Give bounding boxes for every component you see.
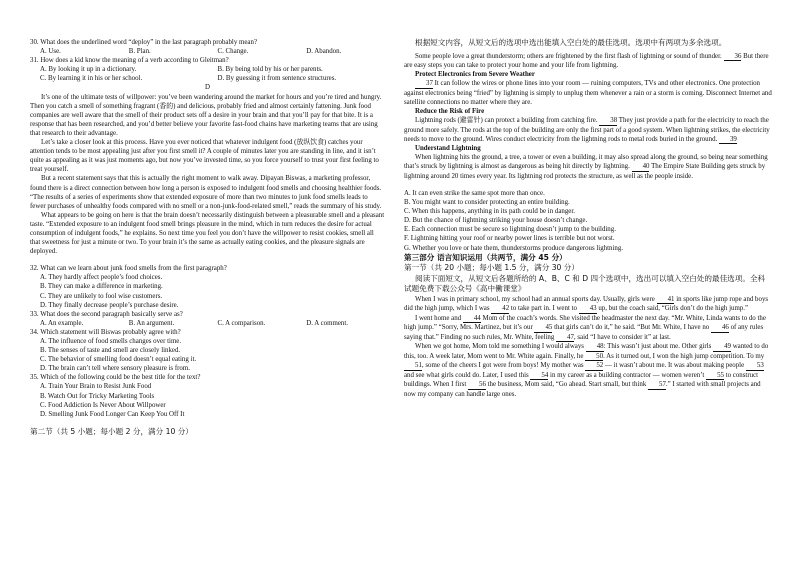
choice-g[interactable]: G. Whether you love or hate them, thunderstorms produce dangerous lightning. bbox=[404, 244, 623, 252]
heading-understand-lightning: Understand Lightning bbox=[415, 145, 481, 153]
cloze-instruction: 阅读下面短文，从短文后各题所给的 A、B、C 和 D 四个选项中，选出可以填入空白处的最佳选项。全科试题免费下载公众号《高中働课堂》 bbox=[404, 273, 766, 294]
question-30-option-a[interactable]: A. Use. bbox=[40, 48, 61, 56]
question-31-option-c[interactable]: C. By learning it in his or her school. bbox=[40, 75, 143, 83]
question-31-options-row2 bbox=[30, 74, 385, 83]
question-34-option-c[interactable]: C. The behavior of smelling food doesn’t equal eating it. bbox=[40, 356, 197, 364]
cloze-paragraph-1: When I was in primary school, my school had an annual sports day. Usually, girls were 41 in sports like jump rope and boys did the high jump, which I was 42 to take part in. I went to 43 up, but the coach said, “Girls don’t do the high jump.” bbox=[404, 295, 769, 313]
blank-41[interactable]: 41 bbox=[657, 296, 675, 305]
blank-53[interactable]: 53 bbox=[746, 362, 764, 371]
paragraph-lightning: When lightning hits the ground, a tree, a tower or even a building, it may also spread along the ground, so being near something that’s struck by lightning is almost as dangerous as being hit directly by lightning. 40 The Empire State Building gets struck by lightning around 20 times every year. Its lightning rod protects the structure, as well as the people inside. bbox=[404, 154, 768, 180]
blank-37[interactable]: 37 bbox=[415, 80, 433, 89]
paragraph-fire: Lightning rods (避雷针) can protect a building from catching fire. 38 They just provide a path for the electricity to reach the ground more safely. The rods at the top of the building are only the first part of a good system. When lightning strikes, the electricity needs to move to the ground. Wires conduct electricity from the lightning rods to metal rods buried in the ground. 39 bbox=[404, 117, 770, 143]
question-32-stem: 32. What can we learn about junk food smells from the first paragraph? bbox=[30, 265, 227, 273]
question-30-options bbox=[30, 47, 385, 56]
right-column bbox=[404, 38, 772, 399]
blank-49[interactable]: 49 bbox=[713, 343, 731, 352]
blank-57[interactable]: 57 bbox=[648, 381, 666, 390]
question-31-options-row1 bbox=[30, 65, 385, 74]
question-32-option-b[interactable]: B. They can make a difference in marketing. bbox=[40, 283, 163, 291]
question-33-stem: 33. What does the second paragraph basically serve as? bbox=[30, 310, 183, 318]
blank-44[interactable]: 44 bbox=[463, 315, 481, 324]
blank-56[interactable]: 56 bbox=[468, 381, 486, 390]
part-3-section-1-heading: 第一节（共 20 小题；每小题 1.5 分，满分 30 分） bbox=[404, 263, 579, 273]
question-34-stem: 34. Which statement will Biswas probably agree with? bbox=[30, 328, 181, 336]
paragraph-electronics: 37 It can follow the wires or phone lines into your room — ruining computers, TVs and other electronics. One protection against electronics being “fried” by lightning is simply to unplug them whenever a rain or a storm is coming. Disconnect Internet and satellite connections no matter where they are. bbox=[404, 80, 772, 106]
question-30-stem: 30. What does the underlined word “deploy” in the last paragraph probably mean? bbox=[30, 39, 257, 46]
blank-39[interactable]: 39 bbox=[719, 136, 737, 145]
question-33-options bbox=[30, 319, 385, 328]
choice-e[interactable]: E. Each connection must be secure so lightning doesn’t jump to the building. bbox=[404, 226, 616, 234]
question-34-option-d[interactable]: D. The brain can’t tell where sensory pleasure is from. bbox=[40, 365, 190, 373]
choice-c[interactable]: C. When this happens, anything in its path could be in danger. bbox=[404, 208, 575, 216]
question-30-option-d[interactable]: D. Abandon. bbox=[306, 48, 342, 56]
passage-paragraph-3: But a recent statement says that this is actually the right moment to walk away. Dipayan Biswas, a marketing professor, found there is a direct connection between how long a person is exposed to indulgent food smells and choosing healthier foods. “The results of a series of experiments show that extended exposure of more than two minutes to junk food smells leads to fewer purchases of unhealthy foods compared with no smell or a non-junk-food-related smell,” reads the summary of his study. bbox=[30, 175, 382, 210]
question-30-option-b[interactable]: B. Plan. bbox=[128, 48, 151, 56]
question-32-option-c[interactable]: C. They are unlikely to fool wise customers. bbox=[40, 292, 163, 300]
reading-instruction: 根据短文内容，从短文后的选项中选出能填入空白处的最佳选项。选项中有两项为多余选项。 bbox=[415, 38, 727, 47]
cloze-paragraph-3: When we got home, Mom told me something I would always 48: This wasn’t just about me. Other girls 49 wanted to do this, too. A week later, Mom went to Mr. White again. Finally, he 50. As it turned out, I won the high jump competition. To my 51, some of the cheers I got were from boys! My mother was 52 — it wasn’t about me. It was about making people 53 and see what girls could do. Later, I used this 54 in my career as a building contractor — women weren’t 55 to construct buildings. When I first 56 the business, Mom said, “Go ahead. Start small, but think 57.” I started with small projects and now my company can handle large ones. bbox=[404, 343, 769, 398]
question-31-option-b[interactable]: B. By being told by his or her parents. bbox=[217, 66, 323, 74]
blank-48[interactable]: 48 bbox=[586, 343, 604, 352]
choice-a[interactable]: A. It can even strike the same spot more than once. bbox=[404, 189, 545, 197]
choice-b[interactable]: B. You might want to consider protecting an entire building. bbox=[404, 199, 570, 207]
question-34-option-a[interactable]: A. The influence of food smells changes over time. bbox=[40, 338, 182, 345]
passage-letter: D bbox=[205, 84, 210, 92]
question-32-option-a[interactable]: A. They hardly affect people’s food choices. bbox=[40, 274, 163, 282]
question-32-option-d[interactable]: D. They finally decrease people’s purchase desire. bbox=[40, 301, 179, 309]
blank-50[interactable]: 50 bbox=[585, 353, 603, 362]
blank-47[interactable]: 47 bbox=[556, 334, 574, 343]
question-35-stem: 35. Which of the following could be the best title for the text? bbox=[30, 374, 201, 382]
choice-f[interactable]: F. Lightning hitting your roof or nearby power lines is terrible but not worst. bbox=[404, 235, 615, 243]
intro-paragraph: Some people love a great thunderstorm; others are frightened by the first flash of lightning or sound of thunder. 36 But there are easy steps you can take to protect your home and your life from lightning. bbox=[404, 52, 769, 70]
blank-42[interactable]: 42 bbox=[491, 305, 509, 314]
blank-45[interactable]: 45 bbox=[534, 324, 552, 333]
blank-38[interactable]: 38 bbox=[599, 117, 617, 126]
question-31-option-a[interactable]: A. By looking it up in a dictionary. bbox=[40, 66, 137, 74]
question-30-option-c[interactable]: C. Change. bbox=[217, 48, 249, 56]
choice-d[interactable]: D. But the chance of lightning striking your house doesn’t change. bbox=[404, 217, 588, 225]
heading-reduce-fire: Reduce the Risk of Fire bbox=[415, 107, 485, 115]
blank-52[interactable]: 52 bbox=[585, 362, 603, 371]
part-3-heading: 第三部分 语言知识运用（共两节，满分 45 分） bbox=[404, 252, 567, 262]
passage-paragraph-2: Let’s take a closer look at this process. Have you ever noticed that whatever indulgent food (放纵饮食) catches your attention tends to be most appealing just after you first smell it? A couple of minutes later you are standing in line, and it isn’t quite as appealing as it was just moments ago, but now you’ve invested time, so you force yourself to trust your first feeling to treat yourself. bbox=[30, 139, 379, 174]
heading-protect-electronics: Protect Electronics from Severe Weather bbox=[415, 71, 535, 79]
question-35-option-d[interactable]: D. Smelling Junk Food Longer Can Keep You Off It bbox=[40, 410, 185, 418]
blank-46[interactable]: 46 bbox=[711, 324, 729, 333]
blank-36[interactable]: 36 bbox=[724, 53, 742, 62]
question-33-option-d[interactable]: D. A comment. bbox=[306, 319, 348, 327]
question-33-option-a[interactable]: A. An example. bbox=[40, 319, 84, 327]
question-31-option-d[interactable]: D. By guessing it from sentence structures. bbox=[217, 75, 337, 83]
blank-54[interactable]: 54 bbox=[530, 372, 548, 381]
question-34-option-b[interactable]: B. The senses of taste and smell are closely linked. bbox=[40, 347, 181, 355]
blank-40[interactable]: 40 bbox=[632, 163, 650, 172]
passage-paragraph-4: What appears to be going on here is that the brain doesn’t necessarily distinguish between a pleasurable smell and a pleasant taste. “Extended exposure to an indulgent food smell brings pleasure in the mind, which in turn reduces the desire for actual consumption of indulgent foods,” he explains. So next time you feel you don’t have the willpower to resist cookies, smell all that sweetness for just a minute or two. To your brain it’s the same as actually eating cookies, and the pleasure signals are deployed. bbox=[30, 211, 385, 256]
blank-55[interactable]: 55 bbox=[706, 372, 724, 381]
question-35-option-c[interactable]: C. Food Addiction Is Never About Willpower bbox=[40, 401, 166, 409]
question-35-option-a[interactable]: A. Train Your Brain to Resist Junk Food bbox=[40, 383, 152, 391]
blank-43[interactable]: 43 bbox=[579, 305, 597, 314]
question-33-option-b[interactable]: B. An argument. bbox=[128, 319, 175, 327]
passage-paragraph-1: It’s one of the ultimate tests of willpower: you’ve been wandering around the market for hours and you’re tired and hungry. Then you catch a smell of something fragrant (香的) and delicious, probably fried and almost certainly fattening. Junk food companies are well aware that the smell of their product sets off a desire in your brain and that you’ll pay for that bite. It is a response that has been researched, and you’d better believe your favorite fast-food chains have marketing teams that are using that research to their advantage. bbox=[30, 93, 382, 137]
question-31-stem: 31. How does a kid know the meaning of a verb according to Gleitman? bbox=[30, 57, 229, 65]
question-33-option-c[interactable]: C. A comparison. bbox=[217, 319, 266, 327]
cloze-paragraph-2: I went home and 44 Mom of the coach’s words. She visited the headmaster the next day. “Mr. White, Linda wants to do the high jump.” “Sorry, Mrs. Martinez, but it’s our 45 that girls can’t do it,” he said. “But Mr. White, I have no 46 of any rules saying that.” Finding no such rules, Mr. White, feeling 47, said “I have to consider it” at last. bbox=[404, 314, 766, 341]
section-2-heading: 第二节（共 5 小题；每小题 2 分，满分 10 分） bbox=[30, 426, 193, 436]
left-column bbox=[30, 38, 385, 437]
question-35-option-b[interactable]: B. Watch Out for Tricky Marketing Tools bbox=[40, 392, 155, 400]
blank-51[interactable]: 51 bbox=[404, 362, 422, 371]
